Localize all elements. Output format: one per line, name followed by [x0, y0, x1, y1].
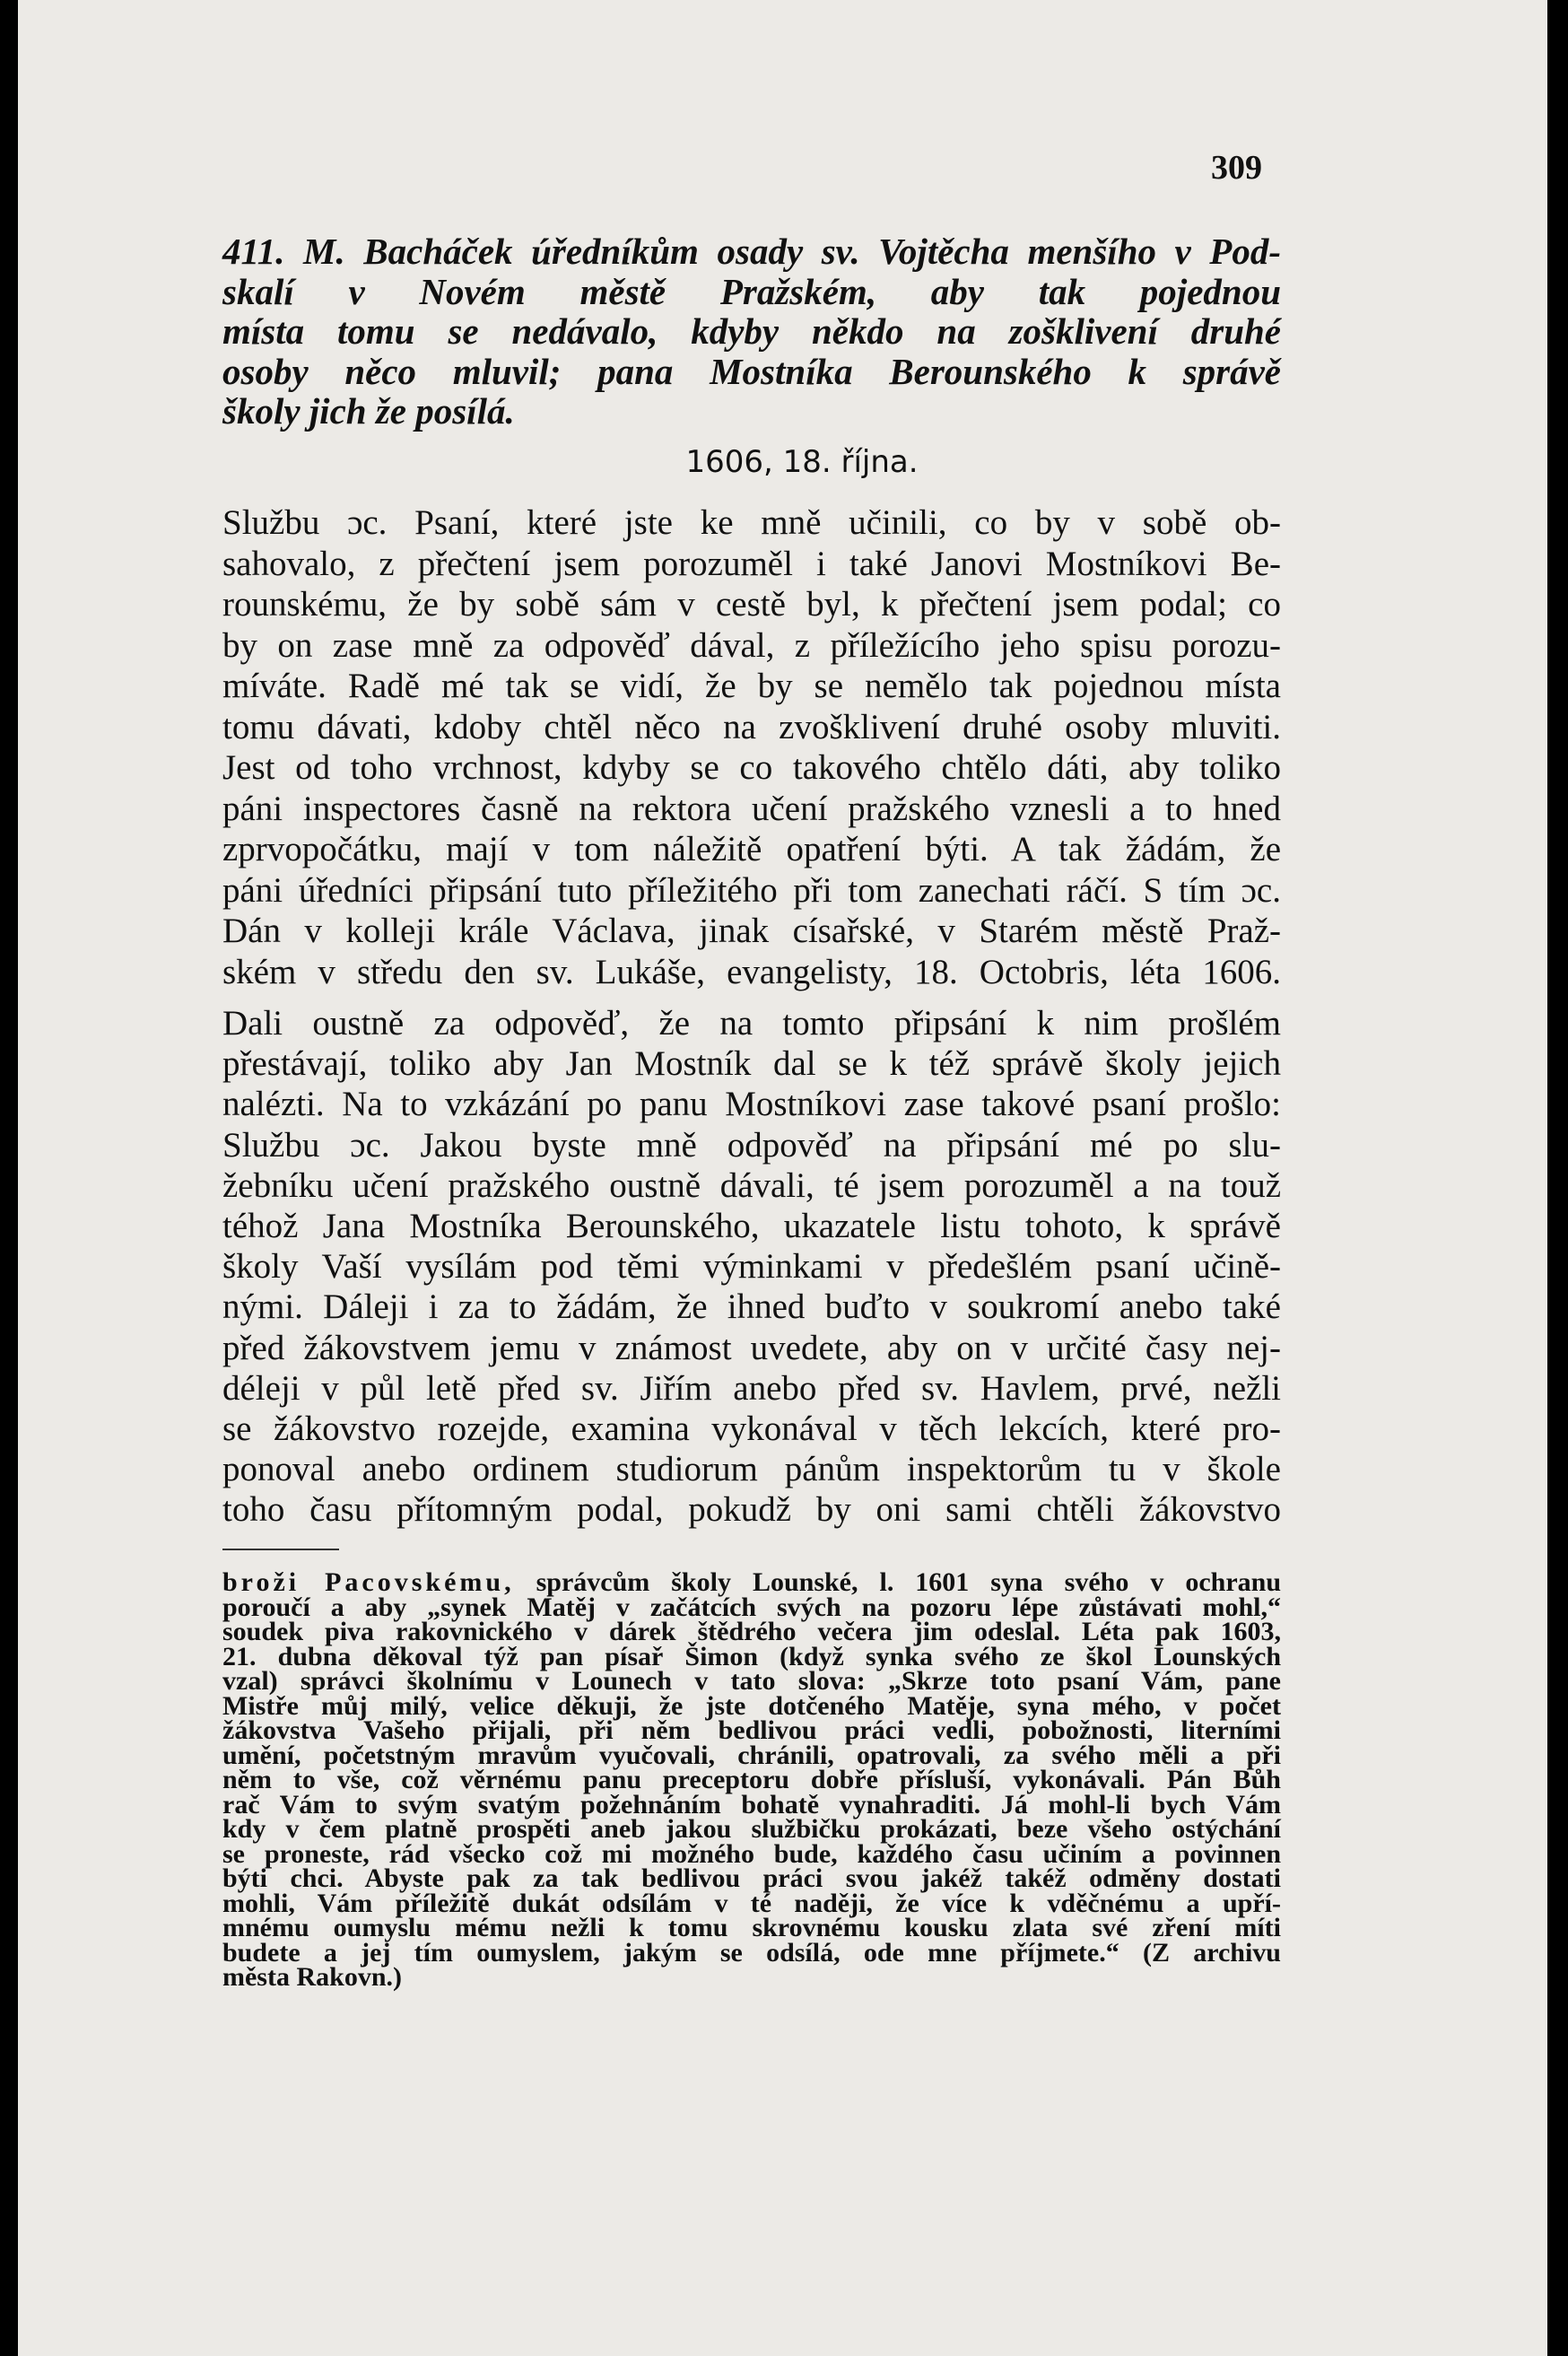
- heading-line: skalí v Novém městě Pražském, aby tak pojednou: [222, 270, 1281, 312]
- paragraph-line: nalézti. Na to vzkázání po panu Mostníkovi zase takové psaní prošlo:: [222, 1085, 1281, 1124]
- letter-line: Jest od toho vrchnost, kdyby se co takového chtělo dáti, aby toliko: [222, 748, 1281, 787]
- footnote-line: Mistře můj milý, velice děkuji, že jste dotčeného Matěje, syna mého, v počet: [222, 1690, 1281, 1721]
- footnote: [222, 1567, 1281, 1992]
- footnote-line: mnému oumyslu mému nežli k tomu skrovnému kousku zlata své zření míti: [222, 1913, 1281, 1942]
- paragraph-line: ponoval anebo ordinem studiorum pánům inspektorům tu v škole: [222, 1450, 1281, 1489]
- paragraph-line: Službu ɔc. Jakou byste mně odpověď na připsání mé po slu-: [222, 1125, 1281, 1165]
- letter-line: páni inspectores časně na rektora učení pražského vznesli a to hned: [222, 789, 1281, 828]
- book-page: [18, 0, 1547, 2356]
- document-heading: [222, 231, 1281, 432]
- heading-line: místa tomu se nedávalo, kdyby někdo na zošklivení druhé: [222, 310, 1281, 352]
- footnote-divider: [222, 1549, 339, 1550]
- paragraph-line: žebníku učení pražského oustně dávali, té jsem porozuměl a na touž: [222, 1165, 1281, 1205]
- paragraph-line: se žákovstvo rozejde, examina vykonával v těch lekcích, které pro-: [222, 1409, 1281, 1449]
- paragraph-line: přestávají, toliko aby Jan Mostník dal se k též správě školy jejich: [222, 1044, 1281, 1084]
- page-number: 309: [1211, 149, 1262, 187]
- letter-body: [222, 502, 1281, 992]
- footnote-line: kdy v čem platně prospěti aneb jakou službičku prokázati, beze všeho ostýchání: [222, 1814, 1281, 1844]
- footnote-line: 21. dubna děkoval týž pan písař Šimon (když synka svého ze škol Lounských: [222, 1641, 1281, 1671]
- letter-line: páni úředníci připsání tuto příležitého při tom zanechati ráčí. S tím ɔc.: [222, 870, 1281, 910]
- letter-line: zprvopočátku, mají v tom náležitě opatření býti. A tak žádám, že: [222, 830, 1281, 868]
- letter-line: by on zase mně za odpověď dával, z příležícího jeho spisu porozu-: [222, 625, 1281, 665]
- heading-line: osoby něco mluvil; pana Mostníka Berounského k správě: [222, 350, 1281, 392]
- footnote-line: se proneste, rád všecko což mi možného bude, každého času učiním a povinnen: [222, 1838, 1281, 1869]
- footnote-line: rač Vám to svým svatým požehnáním bohatě vynahraditi. Já mohl-li bych Vám: [222, 1789, 1281, 1819]
- letter-line: Službu ɔc. Psaní, které jste ke mně učinili, co by v sobě ob-: [222, 503, 1281, 542]
- footnote-line: soudek piva rakovnického v dárek štědrého večera jim odeslal. Léta pak 1603,: [222, 1617, 1281, 1646]
- heading-line: 411. M. Bacháček úředníkům osady sv. Vojtěcha menšího v Pod-: [222, 231, 1281, 272]
- footnote-line: města Rakovn.): [222, 1962, 402, 1992]
- footnote-line: poroučí a aby „synek Matěj v začátcích svých na pozoru lépe zůstávati mohl,“: [222, 1592, 1281, 1622]
- paragraph-line: téhož Jana Mostníka Berounského, ukazatele listu tohoto, k správě: [222, 1207, 1281, 1246]
- paragraph-line: Dali oustně za odpověď, že na tomto připsání k nim prošlém: [222, 1004, 1281, 1043]
- letter-line: ském v středu den sv. Lukáše, evangelisty, 18. Octobris, léta 1606.: [222, 952, 1281, 991]
- letter-line: sahovalo, z přečtení jsem porozuměl i také Janovi Mostníkovi Be-: [222, 544, 1281, 583]
- footnote-line: vzal) správci školnímu v Lounech v tato slova: „Skrze toto psaní Vám, pane: [222, 1666, 1281, 1696]
- letter-line: míváte. Radě mé tak se vidí, že by se nemělo tak pojednou místa: [222, 667, 1281, 705]
- paragraph-line: toho času přítomným podal, pokudž by oni sami chtěli žákovstvo: [222, 1490, 1281, 1530]
- paragraph-line: nými. Dáleji i za to žádám, že ihned buďto v soukromí anebo také: [222, 1287, 1281, 1327]
- footnote-line-rest: správcům školy Lounské, l. 1601 syna svého v ochranu: [536, 1567, 1281, 1597]
- footnote-line: umění, početstným mravům vyučovali, chránili, opatrovali, za svého měli a při: [222, 1740, 1281, 1770]
- paragraph-line: déleji v půl letě před sv. Jiřím anebo před sv. Havlem, prvé, nežli: [222, 1368, 1281, 1408]
- paragraph-line: školy Vaší vysílám pod těmi výminkami v předešlém psaní učině-: [222, 1247, 1281, 1287]
- footnote-line: budete a jej tím oumyslem, jakým se odsílá, ode mne příjmete.“ (Z archivu: [222, 1937, 1281, 1968]
- letter-line: Dán v kolleji krále Václava, jinak císařské, v Starém městě Praž-: [222, 912, 1281, 950]
- document-date: 1606, 18. října.: [685, 444, 919, 480]
- footnote-line: mohli, Vám příležitě dukát odsílám v té naději, že více k vděčnému a upří-: [222, 1888, 1281, 1918]
- footnote-line: žákovstva Vašeho přijali, při něm bedlivou práci vedli, pobožnosti, literními: [222, 1715, 1281, 1745]
- footnote-spaced-name: broži Pacovskému,: [222, 1567, 515, 1597]
- second-paragraph: [222, 1003, 1281, 1531]
- footnote-line: [222, 1567, 1281, 1597]
- footnote-line: něm to vše, což věrnému panu preceptoru dobře přísluší, vykonávali. Pán Bůh: [222, 1765, 1281, 1794]
- letter-line: rounskému, že by sobě sám v cestě byl, k přečtení jsem podal; co: [222, 585, 1281, 624]
- footnote-line: býti chci. Abyste pak za tak bedlivou práci svou jakéž takéž odměny dostati: [222, 1863, 1281, 1893]
- heading-line: školy jich že posílá.: [222, 390, 515, 432]
- paragraph-line: před žákovstvem jemu v známost uvedete, aby on v určité časy nej-: [222, 1328, 1281, 1367]
- letter-line: tomu dávati, kdoby chtěl něco na zvošklivení druhé osoby mluviti.: [222, 707, 1281, 746]
